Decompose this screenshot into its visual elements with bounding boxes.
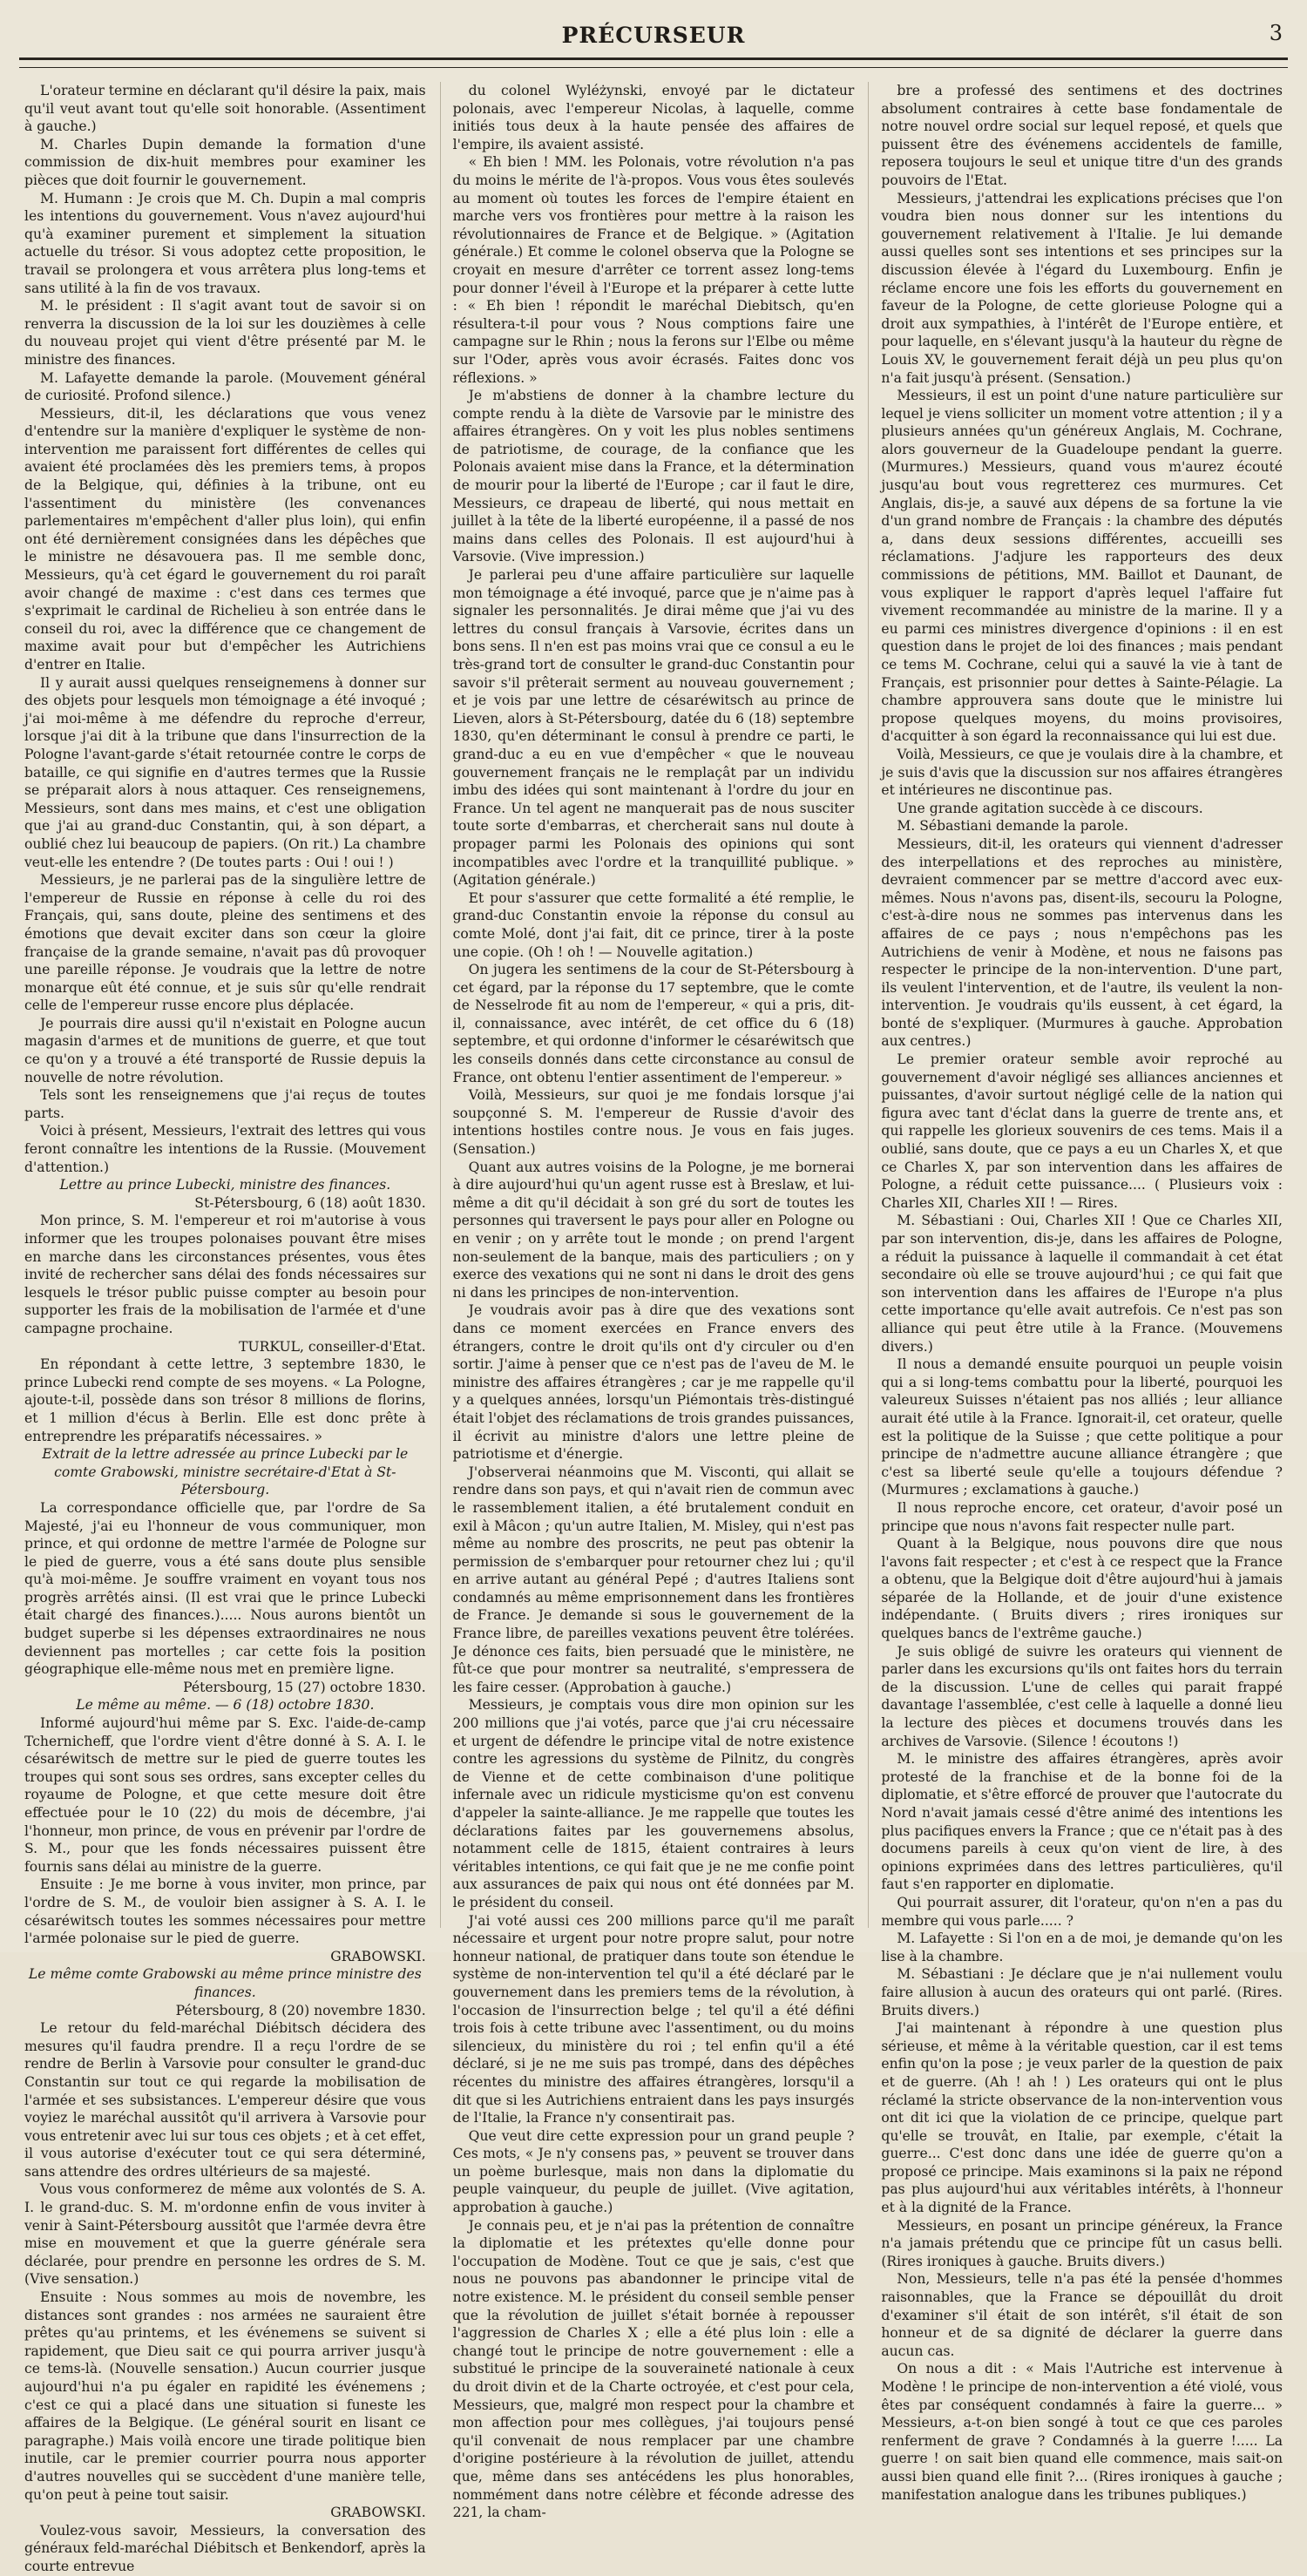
newspaper-title: PRÉCURSEUR: [561, 23, 746, 48]
article-paragraph: On jugera les sentimens de la cour de St-Pétersbourg à cet égard, par la réponse du 17 septembre, que le comte de Nesselrode fit au nom de l'empereur, « qui a pris, dit-il, connaissance, avec intérêt, de cet office du 6 (18) septembre, et qui ordonne d'informer le césaréwitsch que les conseils donnés dans cette circonstance au consul de France, ont obtenu l'entier assentiment de l'empereur. »: [452, 962, 855, 1085]
article-paragraph: bre a professé des sentimens et des doctrines absolument contraires à cette base fondamentale de notre nouvel ordre social sur lequel reposé, et quels que puissent être des événemens accidentels de famille, reposera toujours le seul et unique titre d'un des grands pouvoirs de l'Etat.: [881, 83, 1283, 188]
article-paragraph: GRABOWSKI.: [330, 2505, 426, 2521]
article-paragraph: Messieurs, je comptais vous dire mon opinion sur les 200 millions que j'ai votés, parce que j'ai cru nécessaire et urgent de défendre le principe vital de notre existence contre les agressions du système de Pilnitz, du congrès de Vienne et de cette combinaison d'une politique infernale avec un ridicule mysticisme qu'on est convenu d'appeler la sainte-alliance. Je me rappelle que toutes les déclarations faites par les gouvernemens absolus, notamment celle de 1815, étaient contraires à leurs véritables intentions, ce qui fait que je ne me confie point aux assurances de paix qui nous ont été données par M. le président du conseil.: [452, 1697, 855, 1910]
article-paragraph: Le même comte Grabowski au même prince ministre des finances.: [28, 1966, 422, 2000]
article-paragraph: Quant à la Belgique, nous pouvons dire que nous l'avons fait respecter ; et c'est à ce respect que la France a obtenu, que la Belgique doit d'être aujourd'hui à jamais séparée de la Hollande, et de jouir d'une existence indépendante. ( Bruits divers ; rires ironiques sur quelques bancs de l'extrême gauche.): [881, 1536, 1283, 1642]
article-paragraph: Voici à présent, Messieurs, l'extrait des lettres qui vous feront connaître les intentions de la Russie. (Mouvement d'attention.): [24, 1123, 426, 1175]
article-paragraph: St-Pétersbourg, 6 (18) août 1830.: [194, 1194, 426, 1211]
article-paragraph: GRABOWSKI.: [330, 1948, 426, 1964]
article-paragraph: Le premier orateur semble avoir reproché au gouvernement d'avoir négligé ses alliances anciennes et puissantes, d'avoir surtout négligé celle de la nation qui figura avec tant d'éclat dans la guerre de trente ans, et qui rappelle les glorieux souvenirs de ces tems. Mais il a oublié, sans doute, que ce pays a eu un Charles X, et que ce Charles X, par son intervention dans les affaires de Pologne, a réduit cette puissance.... ( Plusieurs voix : Charles XII, Charles XII ! — Rires.: [881, 1051, 1283, 1211]
article-paragraph: M. Lafayette demande la parole. (Mouvement général de curiosité. Profond silence.): [24, 369, 426, 404]
article-paragraph: Le même au même. — 6 (18) octobre 1830.: [76, 1697, 375, 1714]
page-number: 3: [1269, 21, 1283, 45]
article-paragraph: Je m'abstiens de donner à la chambre lecture du compte rendu à la diète de Varsovie par le ministre des affaires étrangères. On y voit les plus nobles sentimens de patriotisme, de courage, de la confiance que les Polonais avaient mise dans la France, et la détermination de mourir pour la liberté de l'Europe ; car il faut le dire, Messieurs, ce drapeau de liberté, qui nous mettait en juillet à la tête de la liberté européenne, il a passé de nos mains dans celles des Polonais. Il est aujourd'hui à Varsovie. (Vive impression.): [452, 388, 855, 565]
article-paragraph: M. Lafayette : Si l'on en a de moi, je demande qu'on les lise à la chambre.: [881, 1930, 1283, 1964]
article-paragraph: Le retour du feld-maréchal Diébitsch décidera des mesures qu'il faudra prendre. Il a reçu l'ordre de se rendre de Berlin à Varsovie pour consulter le grand-duc Constantin sur tout ce qui regarde la mobilisation de l'armée et ses subsistances. L'empereur désire que vous voyiez le maréchal aussitôt qu'il arrivera à Varsovie pour vous entretenir avec lui sur tous ces objets ; et à cet effet, il vous autorise d'exécuter tout ce qui sera déterminé, sans attendre des ordres ultérieurs de sa majesté.: [24, 2020, 426, 2180]
article-paragraph: En répondant à cette lettre, 3 septembre 1830, le prince Lubecki rend compte de ses moyens. « La Pologne, ajoute-t-il, possède dans son trésor 8 millions de florins, et 1 million d'écus à Berlin. Elle est donc prête à entreprendre les préparatifs nécessaires. »: [24, 1356, 426, 1444]
article-paragraph: Messieurs, dit-il, les orateurs qui viennent d'adresser des interpellations et des reproches au ministère, devraient commencer par se mettre d'accord avec eux-mêmes. Nous n'avons pas, disent-ils, secouru la Pologne, c'est-à-dire nous ne sommes pas intervenus dans les affaires de ce pays ; nous n'empêchons pas les Autrichiens de venir à Modène, et nous ne faisons pas respecter le principe de la non-intervention. D'une part, ils veulent l'intervention, et de l'autre, ils veulent la non-intervention. Je voudrais qu'ils eussent, à cet égard, la bonté de s'expliquer. (Murmures à gauche. Approbation aux centres.): [881, 835, 1283, 1050]
article-paragraph: Quant aux autres voisins de la Pologne, je me bornerai à dire aujourd'hui qu'un agent russe est à Breslaw, et lui-même a dit qu'il décidait à son gré du sort de toutes les personnes qui traversent le pays pour aller en Pologne ou en venir ; on y arrête tout le monde ; on prend l'argent non-seulement de la banque, mais des particuliers ; on y exerce des vexations qui ne sont ni dans le droit des gens ni dans les principes de non-intervention.: [452, 1159, 855, 1301]
article-paragraph: Mon prince, S. M. l'empereur et roi m'autorise à vous informer que les troupes polonaises pouvant être mises en marche dans les circonstances présentes, vous êtes invité de rechercher sans délai des fonds nécessaires sur lesquels le trésor public puisse compter au besoin pour supporter les frais de la mobilisation de l'armée et d'une campagne prochaine.: [24, 1213, 426, 1336]
article-paragraph: J'ai maintenant à répondre à une question plus sérieuse, et même à la véritable question, car il est tems enfin qu'on la pose ; je veux parler de la question de paix et de guerre. (Ah ! ah ! ) Les orateurs qui ont le plus réclamé la stricte observance de la non-intervention vous ont dit ici que la violation de ce principe, quelque part qu'elle se trouvât, en Italie, par exemple, c'était la guerre... C'est donc dans une idée de guerre qu'on a proposé ce principe. Mais examinons si la paix ne répond pas plus aujourd'hui aux véritables intérêts, à l'honneur et à la dignité de la France.: [881, 2020, 1283, 2216]
article-paragraph: La correspondance officielle que, par l'ordre de Sa Majesté, j'ai eu l'honneur de vous communiquer, mon prince, et qui ordonne de mettre l'armée de Pologne sur le pied de guerre, vous a été sans doute plus sensible qu'à moi-même. Je souffre vraiment en voyant tous nos progrès arrêtés ainsi. (Il est vrai que le prince Lubecki était chargé des finances.)..... Nous aurons bientôt un budget superbe si les dépenses extraordinaires ne nous deviennent pas mortelles ; car cette fois la position géographique elle-même nous met en première ligne.: [24, 1499, 426, 1678]
article-paragraph: Je parlerai peu d'une affaire particulière sur laquelle mon témoignage a été invoqué, parce que je n'aime pas à signaler les personnalités. Je dirai même que j'ai vu des lettres du consul français à Varsovie, écrites dans un bons sens. Il n'en est pas moins vrai que ce consul a eu le très-grand tort de consulter le grand-duc Constantin pour savoir s'il prêterait serment au nouveau gouvernement ; et je vois par une lettre de césaréwitsch au prince de Lieven, alors à St-Pétersbourg, datée du 6 (18) septembre 1830, qu'en déterminant le consul à prendre ce parti, le grand-duc a eu en vue d'empêcher « que le nouveau gouvernement français ne le remplaçât par un individu imbu des idées qui sont maintenant à l'ordre du jour en France. Un tel agent ne manquerait pas de nous susciter toute sorte d'embarras, et chercherait sans nul doute à propager parmi les Polonais des opinions qui sont incompatibles avec l'ordre et la tranquillité publique. » (Agitation générale.): [452, 567, 855, 889]
article-paragraph: Extrait de la lettre adressée au prince Lubecki par le comte Grabowski, ministre secrétaire-d'Etat à St-Pétersbourg.: [42, 1446, 409, 1498]
masthead-rule: [19, 57, 1288, 68]
article-paragraph: Pétersbourg, 8 (20) novembre 1830.: [175, 2002, 426, 2018]
article-paragraph: Qui pourrait assurer, dit l'orateur, qu'on n'en a pas du membre qui vous parle..... ?: [881, 1894, 1283, 1929]
article-paragraph: M. Sébastiani : Oui, Charles XII ! Que ce Charles XII, par son intervention, dis-je, dans les affaires de Pologne, a réduit la puissance à laquelle il commandait à cet état secondaire où elle se trouve aujourd'hui ; ce qui fait que son intervention dans les affaires de l'Europe n'a plus cette importance qu'elle avait autrefois. Ce n'est pas son alliance qui peut être utile à la France. (Mouvemens divers.): [881, 1213, 1283, 1355]
article-paragraph: du colonel Wyléżynski, envoyé par le dictateur polonais, avec l'empereur Nicolas, à laquelle, comme initiés tous deux à la haute pensée des affaires de l'empire, ils avaient assisté.: [452, 83, 855, 152]
article-paragraph: On nous a dit : « Mais l'Autriche est intervenue à Modène ! le principe de non-intervention a été violé, vous êtes par conséquent condamnés à faire la guerre... » Messieurs, a-t-on bien songé à tout ce que ces paroles renferment de grave ? Condamnés à la guerre !..... La guerre ! on sait bien quand elle commence, mais sait-on aussi bien quand elle finit ?... (Rires ironiques à gauche ; manifestation analogue dans les tribunes publiques.): [881, 2361, 1283, 2503]
article-paragraph: Il nous reproche encore, cet orateur, d'avoir posé un principe que nous n'avons fait respecter nulle part.: [881, 1499, 1283, 1534]
article-paragraph: Et pour s'assurer que cette formalité a été remplie, le grand-duc Constantin envoie la réponse du consul au comte Molé, dont j'ai fait, dit ce prince, tirer à la poste une copie. (Oh ! oh ! — Nouvelle agitation.): [452, 889, 855, 960]
article-paragraph: M. le ministre des affaires étrangères, après avoir protesté de la franchise et de la bonne foi de la diplomatie, et s'être efforcé de prouver que l'autocrate du Nord n'avait jamais cessé d'être animé des intentions les plus pacifiques envers la France ; que ce n'était pas à des documens pareils à ceux qu'on vient de lire, à des opinions exprimées dans des lettres particulières, qu'il faut s'en rapporter en diplomatie.: [881, 1751, 1283, 1893]
article-paragraph: Ensuite : Je me borne à vous inviter, mon prince, par l'ordre de S. M., de vouloir bien assigner à S. A. I. le césaréwitsch toutes les sommes nécessaires pour mettre l'armée polonaise sur le pied de guerre.: [24, 1876, 426, 1947]
article-paragraph: Il nous a demandé ensuite pourquoi un peuple voisin qui a si long-tems combattu pour la liberté, pourquoi les valeureux Suisses n'étaient pas nos alliés ; leur alliance aurait été utile à la France. Ignorait-il, cet orateur, quelle est la politique de la Suisse ; que cette politique a pour principe de n'admettre aucune alliance étrangère ; que c'est sa liberté seule qu'elle a toujours défendue ? (Murmures ; exclamations à gauche.): [881, 1356, 1283, 1498]
article-paragraph: Messieurs, il est un point d'une nature particulière sur lequel je viens solliciter un moment votre attention ; il y a plusieurs années qu'un généreux Anglais, M. Cochrane, alors gouverneur de la Guadeloupe pendant la guerre. (Murmures.) Messieurs, quand vous m'aurez écouté jusqu'au bout vous regretterez ces murmures. Cet Anglais, dis-je, a sauvé aux dépens de sa fortune la vie d'un grand nombre de Français : la chambre des députés a, dans deux sessions différentes, accueilli ses réclamations. J'adjure les rapporteurs des deux commissions de pétitions, MM. Baillot et Daunant, de vous expliquer le rapport d'après lequel l'affaire fut vivement recommandée au ministre de la marine. Il y a eu parmi ces ministres divergence d'opinions : il en est question dans le projet de loi des finances ; mais pendant ce tems M. Cochrane, celui qui a sauvé la vie à tant de Français, est prisonnier pour dettes à Sainte-Pélagie. La chambre approuvera sans doute que le ministre lui propose quelques moyens, du moins provisoires, d'acquitter à son égard la reconnaissance qui lui est due.: [881, 388, 1283, 745]
article-paragraph: Messieurs, dit-il, les déclarations que vous venez d'entendre sur la manière d'expliquer le système de non-intervention me paraissent fort différentes de celles qui avaient été proclamées dès les premiers tems, à propos de la Belgique, qui, définies à la tribune, ont eu l'assentiment du ministère (les convenances parlementaires m'empêchent d'aller plus loin), qui enfin ont été dernièrement consignées dans les dépêches que le ministre ne désavouera pas. Il me semble donc, Messieurs, qu'à cet égard le gouvernement du roi paraît avoir changé de maxime : c'est dans ces termes que s'exprimait le cardinal de Richelieu à son entrée dans le conseil du roi, avec la différence que ce changement de maxime avait pour but d'empêcher les Autrichiens d'entrer en Italie.: [24, 405, 426, 673]
article-paragraph: Je connais peu, et je n'ai pas la prétention de connaître la diplomatie et les prétextes qu'elle donne pour l'occupation de Modène. Tout ce que je sais, c'est que nous ne pouvons pas abandonner le principe vital de notre existence. M. le président du conseil semble penser que la révolution de juillet s'était bornée à repousser l'aggression de Charles X ; elle a été plus loin : elle a changé tout le principe de notre gouvernement : elle a substitué le principe de la souveraineté nationale à ceux du droit divin et de la Charte octroyée, et c'est pour cela, Messieurs, que, malgré mon respect pour la chambre et mon affection pour mes collègues, j'ai toujours pensé qu'il convenait de nous remplacer par une chambre d'origine postérieure à la révolution de juillet, attendu que, même dans ses antécédens les plus honorables, nommément dans notre célèbre et féconde adresse des 221, la cham-: [452, 2217, 855, 2521]
text-column-1: [24, 82, 426, 2574]
article-paragraph: Voilà, Messieurs, sur quoi je me fondais lorsque j'ai soupçonné S. M. l'empereur de Russie d'avoir des intentions hostiles contre nous. Je vous en fais juges. (Sensation.): [452, 1087, 855, 1158]
article-paragraph: J'observerai néanmoins que M. Visconti, qui allait se rendre dans son pays, et qui n'avait rien de commun avec le rassemblement italien, a été brutalement conduit en exil à Mâcon ; qu'un autre Italien, M. Misley, qui n'est pas même au nombre des proscrits, ne peut pas obtenir la permission de s'embarquer pour retourner chez lui ; qu'il en arrive autant au général Pepé ; d'autres Italiens sont condamnés au même emprisonnement dans les frontières de France. Je demande si sous le gouvernement de la France libre, de pareilles vexations peuvent être tolérées. Je dénonce ces faits, bien persuadé que le ministère, ne fût-ce que pour montrer sa neutralité, s'empressera de les faire cesser. (Approbation à gauche.): [452, 1464, 855, 1695]
article-paragraph: TURKUL, conseiller-d'Etat.: [239, 1338, 426, 1355]
text-column-2: [440, 82, 855, 2521]
text-columns: [24, 82, 1283, 2574]
article-paragraph: Messieurs, je ne parlerai pas de la singulière lettre de l'empereur de Russie en réponse à celle du roi des Français, qui, sans doute, pleine des sentimens et des émotions que devait exciter dans son cœur la gloire française de la grande semaine, n'avait pas dû provoquer une pareille réponse. Je voudrais que la lettre de notre monarque eût été connue, et je suis sûr qu'elle rendrait celle de l'empereur russe encore plus déplacée.: [24, 872, 426, 1014]
article-paragraph: Voilà, Messieurs, ce que je voulais dire à la chambre, et je suis d'avis que la discussion sur nos affaires étrangères et intérieures ne discontinue pas.: [881, 746, 1283, 799]
article-paragraph: J'ai voté aussi ces 200 millions parce qu'il me paraît nécessaire et urgent pour notre propre salut, pour notre honneur national, de pratiquer dans toute son étendue le système de non-intervention tel qu'il a été déclaré par le gouvernement dans les premiers tems de la révolution, à l'occasion de l'insurrection belge ; tel qu'il a été défini trois fois à cette tribune avec l'assentiment, ou du moins silencieux, du ministère du roi ; tel enfin qu'il a été déclaré, si je ne me suis pas trompé, dans des dépêches récentes du ministre des affaires étrangères, lorsqu'il a dit que si les Autrichiens entraient dans les pays insurgés de l'Italie, la France n'y consentirait pas.: [452, 1912, 855, 2126]
article-paragraph: Messieurs, j'attendrai les explications précises que l'on voudra bien nous donner sur les intentions du gouvernement relativement à l'Italie. Je lui demande aussi quelles sont ses intentions et ses principes sur la discussion élevée à l'égard du Luxembourg. Enfin je réclame encore une fois les efforts du gouvernement en faveur de la Pologne, de cette glorieuse Pologne qui a droit aux sympathies, à l'intérêt de l'Europe entière, et pour laquelle, en s'élevant jusqu'à la hauteur du règne de Louis XV, le gouvernement ferait déjà un peu plus qu'on n'a fait jusqu'à présent. (Sensation.): [881, 190, 1283, 386]
article-paragraph: M. Sébastiani demande la parole.: [897, 818, 1128, 835]
article-paragraph: Messieurs, en posant un principe généreux, la France n'a jamais prétendu que ce principe fût un casus belli. (Rires ironiques à gauche. Bruits divers.): [881, 2217, 1283, 2269]
article-paragraph: Vous vous conformerez de même aux volontés de S. A. I. le grand-duc. S. M. m'ordonne enfin de vous inviter à venir à Saint-Pétersbourg aussitôt que l'armée devra être mise en mouvement et que la guerre générale sera déclarée, pour prendre en personne les ordres de S. M. (Vive sensation.): [24, 2181, 426, 2288]
article-paragraph: Il y aurait aussi quelques renseignemens à donner sur des objets pour lesquels mon témoignage a été invoqué ; j'ai moi-même à me défendre du reproche d'erreur, lorsque j'ai dit à la tribune que dans l'insurrection de la Pologne l'avant-garde s'était retournée contre le corps de bataille, ce qui signifie en d'autres termes que la Russie se préparait alors à nous attaquer. Ces renseignemens, Messieurs, sont dans mes mains, et c'est une obligation que j'ai au grand-duc Constantin, qui, à son départ, a oublié chez lui beaucoup de papiers. (On rit.) La chambre veut-elle les entendre ? (De toutes parts : Oui ! oui ! ): [24, 674, 426, 870]
article-paragraph: L'orateur termine en déclarant qu'il désire la paix, mais qu'il veut avant tout qu'elle soit honorable. (Assentiment à gauche.): [24, 83, 426, 135]
article-paragraph: Que veut dire cette expression pour un grand peuple ? Ces mots, « Je n'y consens pas, » peuvent se trouver dans un poème burlesque, mais non dans la diplomatie du peuple vainqueur, du peuple de juillet. (Vive agitation, approbation à gauche.): [452, 2127, 855, 2216]
article-paragraph: Ensuite : Nous sommes au mois de novembre, les distances sont grandes : nos armées ne sauraient être prêtes qu'au printems, et les événemens se suivent si rapidement, que Dieu sait ce qui pourra arriver jusqu'à ce tems-là. (Nouvelle sensation.) Aucun courrier jusque aujourd'hui n'a pu égaler en rapidité les événemens ; c'est ce qui a placé dans une situation si funeste les affaires de la Belgique. (Le général sourit en lisant ce paragraphe.) Mais voilà encore une tirade politique bien inutile, car le premier courrier pourra nous apporter d'autres nouvelles qui se succèdent d'une manière telle, qu'on peut à peine tout saisir.: [24, 2289, 426, 2503]
article-paragraph: Informé aujourd'hui même par S. Exc. l'aide-de-camp Tchernicheff, que l'ordre vient d'être donné à S. A. I. le césaréwitsch de mettre sur le pied de guerre toutes les troupes qui sont sous ses ordres, sans excepter celles du royaume de Pologne, et que cette mesure doit être effectuée pour le 10 (22) du mois de décembre, j'ai l'honneur, mon prince, de vous en prévenir par l'ordre de S. M., pour que les fonds nécessaires puissent être fournis sans délai au ministre de la guerre.: [24, 1715, 426, 1875]
article-paragraph: Tels sont les renseignemens que j'ai reçus de toutes parts.: [24, 1087, 426, 1121]
article-paragraph: Je voudrais avoir pas à dire que des vexations sont dans ce moment exercées en France envers des étrangers, contre le droit qu'ils ont d'y circuler ou d'en sortir. J'aime à penser que ce n'est pas de l'aveu de M. le ministre des affaires étrangères ; car je me rappelle qu'il y a quelques années, lorsqu'un Piémontais très-distingué était l'objet des réclamations de trois grandes puissances, il écrivit au ministre d'alors une lettre pleine de patriotisme et d'énergie.: [452, 1302, 855, 1463]
article-paragraph: Pétersbourg, 15 (27) octobre 1830.: [183, 1679, 426, 1695]
text-column-3: [868, 82, 1283, 2503]
article-paragraph: Une grande agitation succède à ce discours.: [897, 800, 1203, 816]
article-paragraph: M. Sébastiani : Je déclare que je n'ai nullement voulu faire allusion à aucun des orateurs qui ont parlé. (Rires. Bruits divers.): [881, 1966, 1283, 2018]
article-paragraph: Non, Messieurs, telle n'a pas été la pensée d'hommes raisonnables, que la France se dépouillât du droit d'examiner s'il était de son intérêt, s'il était de son honneur et de sa dignité de déclarer la guerre dans aucun cas.: [881, 2271, 1283, 2359]
article-paragraph: Je pourrais dire aussi qu'il n'existait en Pologne aucun magasin d'armes et de munitions de guerre, et que tout ce qu'on y a trouvé a été transporté de Russie depuis la nouvelle de notre révolution.: [24, 1015, 426, 1085]
article-paragraph: Je suis obligé de suivre les orateurs qui viennent de parler dans les excursions qu'ils ont faites hors du terrain de la discussion. L'une de celles qui parait frappé davantage l'assemblée, c'est celle à laquelle a donné lieu la lecture des pièces et documens trouvés dans les archives de Varsovie. (Silence ! écoutons !): [881, 1643, 1283, 1749]
article-paragraph: M. Charles Dupin demande la formation d'une commission de dix-huit membres pour examiner les pièces que doit fournir le gouvernement.: [24, 136, 426, 188]
article-paragraph: Voulez-vous savoir, Messieurs, la conversation des généraux feld-maréchal Diébitsch et Benkendorf, après la courte entrevue: [24, 2522, 426, 2574]
article-paragraph: « Eh bien ! MM. les Polonais, votre révolution n'a pas du moins le mérite de l'à-propos. Vous vous êtes soulevés au moment où toutes les forces de l'empire étaient en marche vers vos frontières pour mettre à la raison les révolutionnaires de France et de Belgique. » (Agitation générale.) Et comme le colonel observa que la Pologne se croyait en mesure d'arrêter ce torrent assez long-tems pour donner l'éveil à l'Europe et la préparer à cette lutte : « Eh bien ! répondit le maréchal Diebitsch, qu'en résultera-t-il pour vous ? Nous comptions faire une campagne sur le Rhin ; nous la ferons sur l'Elbe ou même sur l'Oder, après vous avoir écrasés. Faites donc vos réflexions. »: [452, 154, 855, 386]
article-paragraph: M. le président : Il s'agit avant tout de savoir si on renverra la discussion de la loi sur les douzièmes à celle du nouveau projet qui vient d'être présenté par M. le ministre des finances.: [24, 298, 426, 368]
article-paragraph: M. Humann : Je crois que M. Ch. Dupin a mal compris les intentions du gouvernement. Vous n'avez aujourd'hui qu'à examiner purement et simplement la situation actuelle du trésor. Si vous adoptez cette proposition, le travail se prolongera et vous arrêtera plus long-tems et sans utilité à la fin de vos travaux.: [24, 190, 426, 296]
article-paragraph: Lettre au prince Lubecki, ministre des finances.: [59, 1177, 391, 1193]
